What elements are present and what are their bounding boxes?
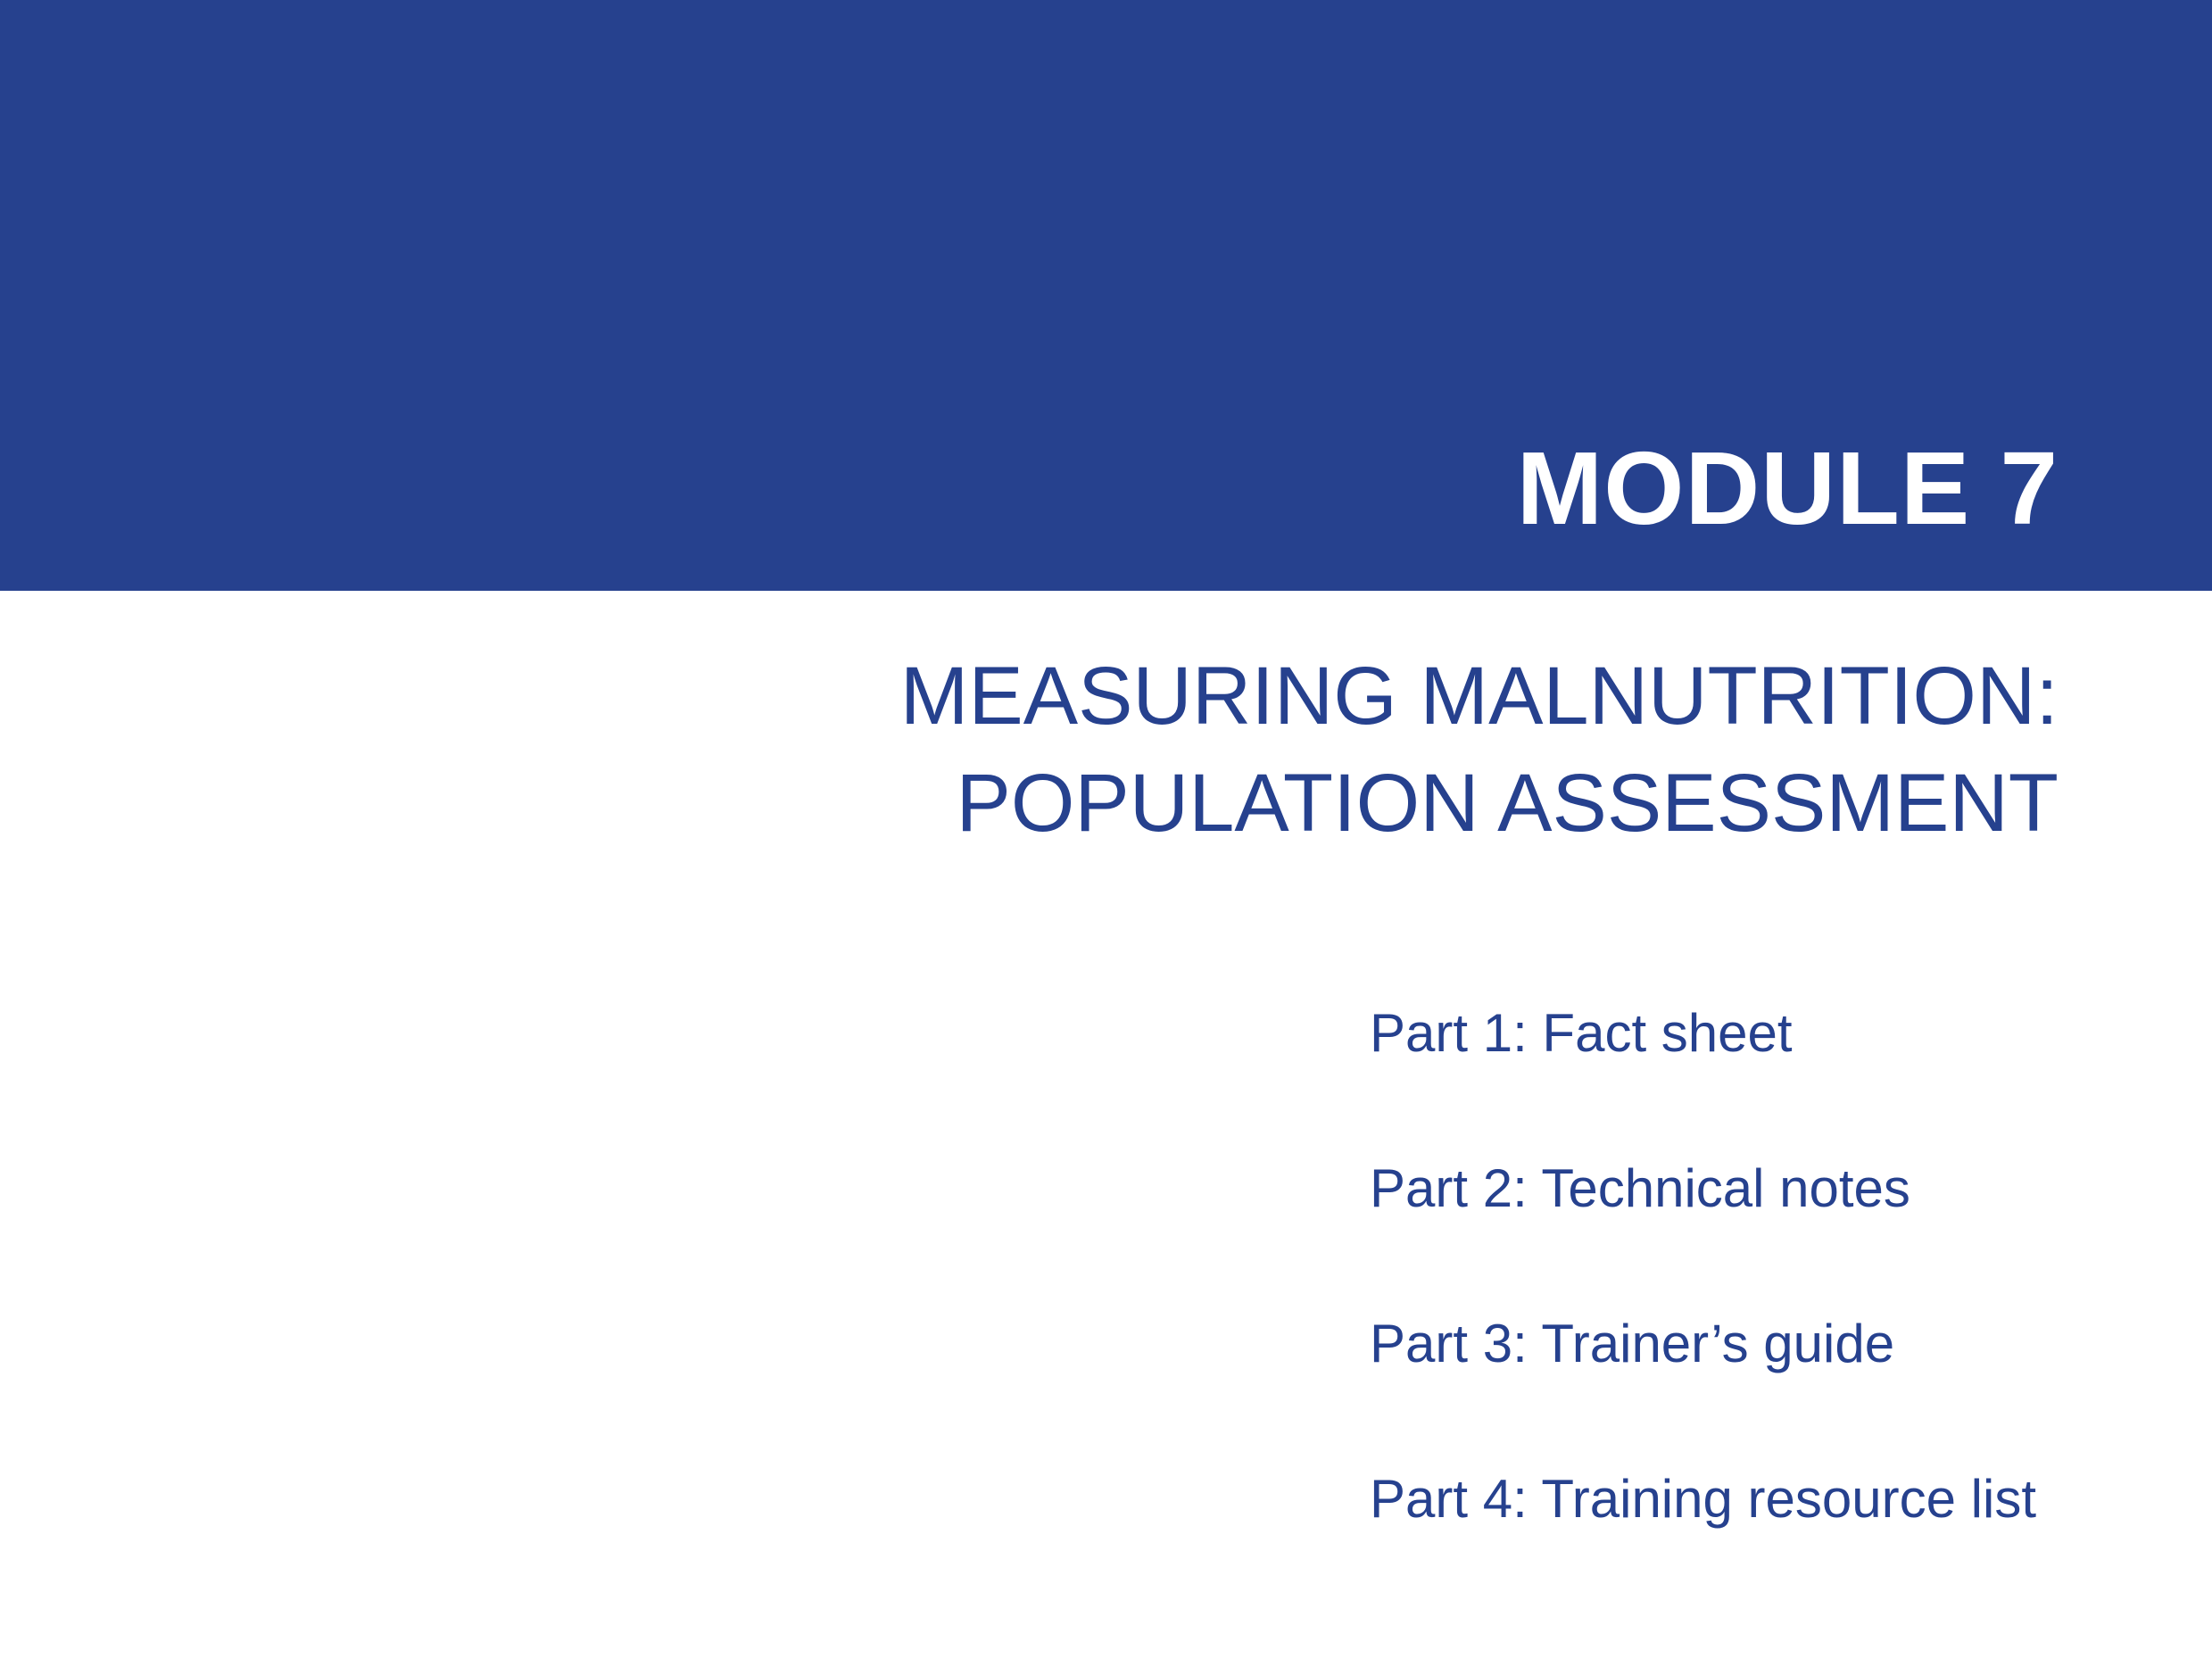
- document-title-line-2: POPULATION ASSESSMENT: [956, 758, 2059, 849]
- parts-list: [1370, 998, 2036, 1619]
- part-2-item: Part 2: Technical notes: [1370, 1158, 1910, 1218]
- document-title: [900, 643, 2059, 857]
- part-1-item: Part 1: Fact sheet: [1370, 1003, 1793, 1063]
- part-4-item: Part 4: Training resource list: [1370, 1469, 2036, 1529]
- module-title: MODULE 7: [1516, 430, 2059, 546]
- header-banner: [0, 0, 2212, 591]
- document-title-line-1: MEASURING MALNUTRITION:: [899, 651, 2059, 742]
- part-3-item: Part 3: Trainer’s guide: [1370, 1314, 1895, 1373]
